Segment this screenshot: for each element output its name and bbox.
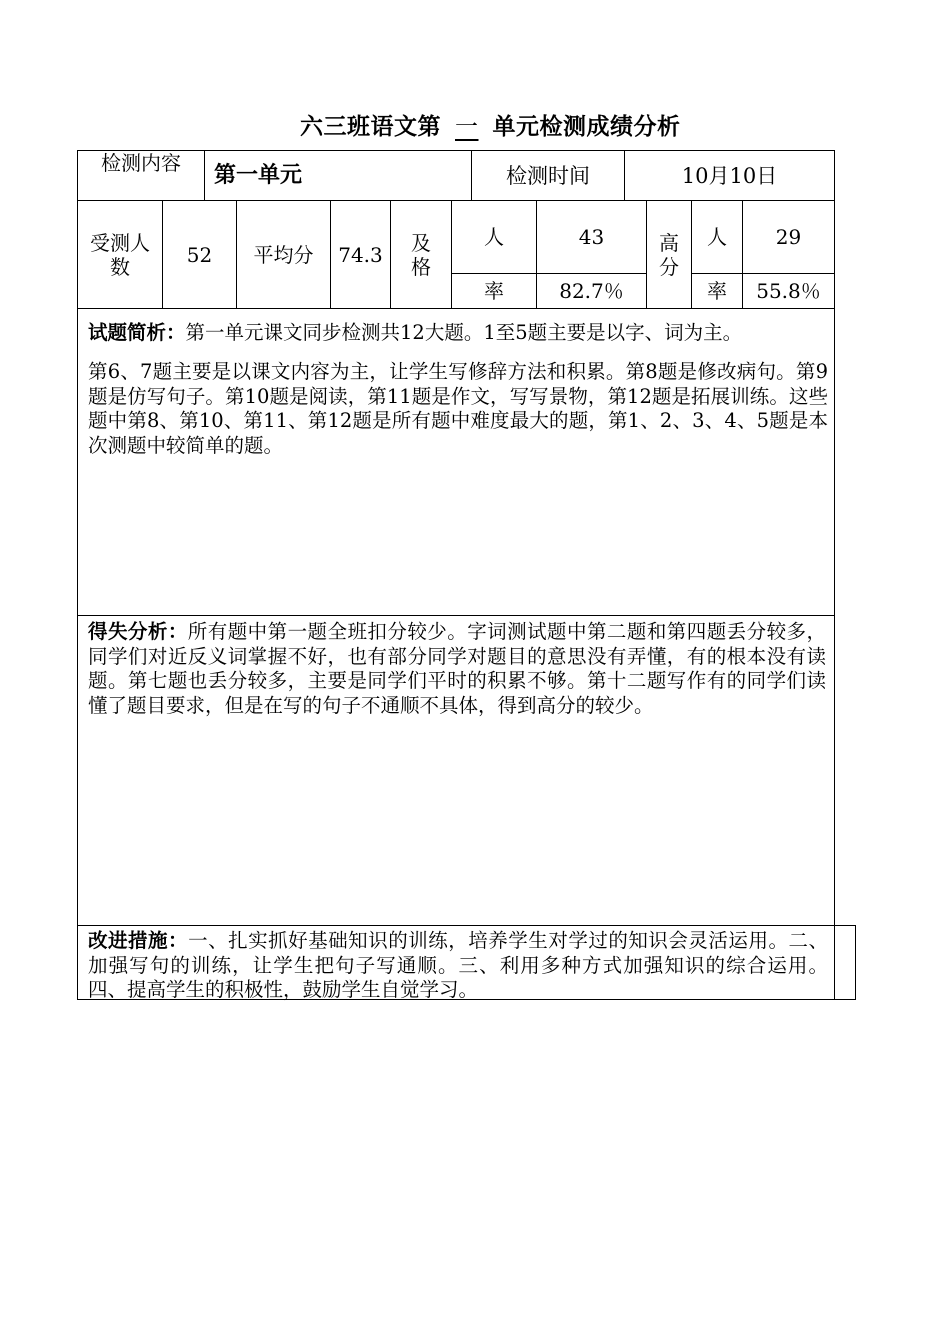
average-value: 74.3 <box>338 242 383 267</box>
high-people-value: 29 <box>775 225 802 249</box>
rule <box>77 308 834 309</box>
pass-label: 及格 <box>411 230 431 279</box>
rule <box>77 615 834 616</box>
pass-people-value: 43 <box>578 225 605 249</box>
time-value: 10月10日 <box>681 163 778 188</box>
summary-first-line <box>88 321 830 346</box>
title-suffix: 单元检测成绩分析 <box>492 114 681 140</box>
summary-text: 第6、7题主要是以课文内容为主，让学生写修辞方法和积累。第8题是修改病句。第9题是仿写句子。第10题是阅读，第11题是作文，写写景物，第12题是拓展训练。这些题中第8、第10、第11、第12题是所有题中难度最大的题，第1、2、3、4、5题是本次测题中较简单的题。 <box>88 360 828 457</box>
time-label: 检测时间 <box>506 163 590 188</box>
analysis-section <box>88 620 826 718</box>
pass-people-label: 人 <box>484 225 504 249</box>
measures-section <box>88 929 828 1003</box>
pass-rate-value: 82.7％ <box>559 279 624 303</box>
average-label: 平均分 <box>253 242 314 267</box>
tested-label: 受测人数 <box>90 230 150 279</box>
content-label: 检测内容 <box>101 151 181 175</box>
analysis-text: 所有题中第一题全班扣分较少。字词测试题中第二题和第四题丢分较多，同学们对近反义词掌握不好，也有部分同学对题目的意思没有弄懂，有的根本没有读题。第七题也丢分较多，主要是同学们平时的积累不够。第十二题写作有的同学们读懂了题目要求，但是在写的句子不通顺不具体，得到高分的较少。 <box>88 620 826 717</box>
rule <box>77 925 856 926</box>
rule <box>77 150 78 1000</box>
measures-label: 改进措施： <box>88 929 189 952</box>
summary-line1: 第一单元课文同步检测共12大题。1至5题主要是以字、词为主。 <box>185 321 743 344</box>
rule <box>646 200 647 309</box>
high-people-label: 人 <box>707 225 727 249</box>
page-title <box>300 108 681 141</box>
tested-value: 52 <box>186 242 213 267</box>
high-rate-label: 率 <box>707 279 727 303</box>
rule <box>834 150 835 1000</box>
title-unit-number: 一 <box>455 114 479 140</box>
high-label: 高分 <box>659 230 679 279</box>
high-rate-value: 55.8％ <box>756 279 821 303</box>
rule <box>204 150 205 201</box>
title-prefix: 六三班语文第 <box>300 114 441 140</box>
pass-rate-label: 率 <box>484 279 504 303</box>
rule <box>855 925 856 1000</box>
summary-label: 试题简析： <box>88 321 186 344</box>
rule <box>390 200 391 309</box>
content-value: 第一单元 <box>214 162 303 188</box>
analysis-label: 得失分析： <box>88 620 188 643</box>
measures-text: 一、扎实抓好基础知识的训练，培养学生对学过的知识会灵活运用。二、加强写句的训练，让学生把句子写通顺。三、利用多种方式加强知识的综合运用。四、提高学生的积极性，鼓励学生自觉学习。 <box>88 929 828 1001</box>
